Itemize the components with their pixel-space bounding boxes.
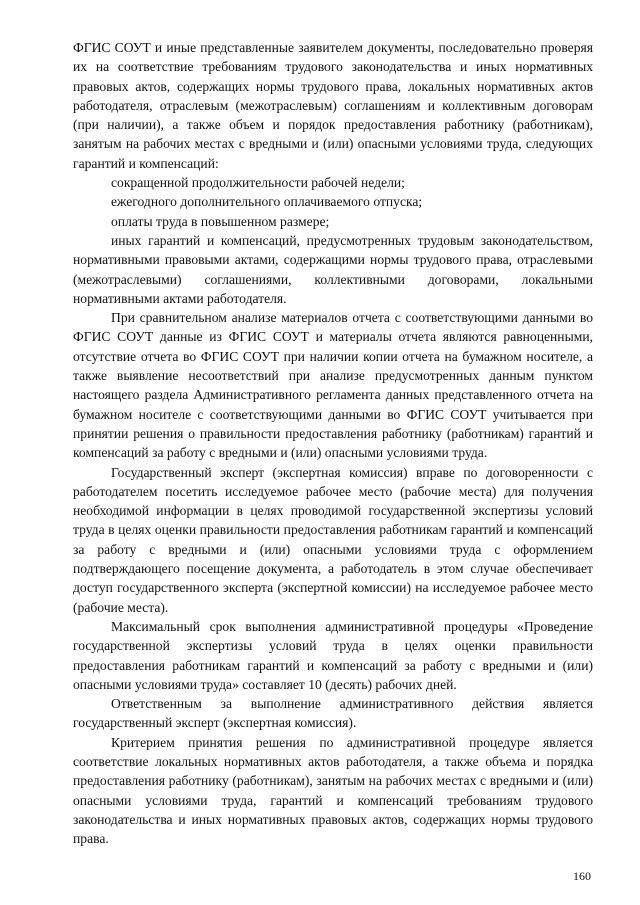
paragraph-max-term: Максимальный срок выполнения административной процедуры «Проведение государственной экспертизы условий труда в целях оценки правильности предоставления работникам гарантий и компенсаций за работу с вредными и (или) опасными условиями труда» составляет 10 (десять) рабочих дней. — [73, 618, 593, 692]
paragraph-decision-criterion: Критерием принятия решения по административной процедуре является соответствие локальных нормативных актов работодателя, а также объема и порядка предоставления работнику (работникам), занятым на рабочих местах с вредными и (или) опасными условиями труда, гарантий и компенсаций требованиям трудового законодательства и иных нормативных правовых актов, содержащих нормы трудового права. — [73, 734, 593, 847]
paragraph-expert-visit: Государственный эксперт (экспертная комиссия) вправе по договоренности с работодателем посетить исследуемое рабочее место (рабочие места) для получения необходимой информации в целях проводимой государственной экспертизы условий труда в целях оценки правильности предоставления работникам гарантий и компенсаций за работу с вредными и (или) опасными условиями труда с оформлением подтверждающего посещение документа, а работодатель в этом случае обеспечивает доступ государственного эксперта (экспертной комиссии) на исследуемое рабочее место (рабочие места). — [73, 464, 593, 615]
list-item-increased-pay: оплаты труда в повышенном размере; — [111, 213, 330, 229]
paragraph-responsible: Ответственным за выполнение административного действия является государственный эксперт (экспертная комиссия). — [73, 696, 593, 731]
paragraph-fgis-review: ФГИС СОУТ и иные представленные заявителем документы, последовательно проверяя их на соответствие требованиям трудового законодательства и иных нормативных правовых актов, содержащих нормы трудового права, локальных нормативных актов работодателя, отраслевым (межотраслевым) соглашениям и коллективным договорам (при наличии), а также объем и порядок предоставления работнику (работникам), занятым на рабочих местах с вредными и (или) опасными условиями труда, следующих гарантий и компенсаций: — [73, 40, 593, 171]
page-number: 160 — [573, 869, 591, 883]
list-item-annual-leave: ежегодного дополнительного оплачиваемого отпуска; — [111, 194, 423, 210]
paragraph-comparative-analysis: При сравнительном анализе материалов отчета с соответствующими данными во ФГИС СОУТ данные из ФГИС СОУТ и материалы отчета являются равноценными, отсутствие отчета во ФГИС СОУТ при наличии копии отчета на бумажном носителе, а также выявление несоответствий при анализе предусмотренных данным пунктом настоящего раздела Административного регламента данных представленного отчета на бумажном носителе с соответствующими данными во ФГИС СОУТ учитывается при принятии решения о правильности предоставления работнику (работникам) гарантий и компенсаций за работу с вредными и (или) опасными условиями труда. — [73, 310, 593, 461]
list-item-other-guarantees: иных гарантий и компенсаций, предусмотренных трудовым законодательством, нормативными правовыми актами, содержащими нормы трудового права, отраслевыми (межотраслевыми) соглашениями, коллективными договорами, локальными нормативными актами работодателя. — [73, 232, 593, 306]
list-item-shortened-week: сокращенной продолжительности рабочей недели; — [111, 175, 405, 191]
document-body — [73, 38, 593, 848]
